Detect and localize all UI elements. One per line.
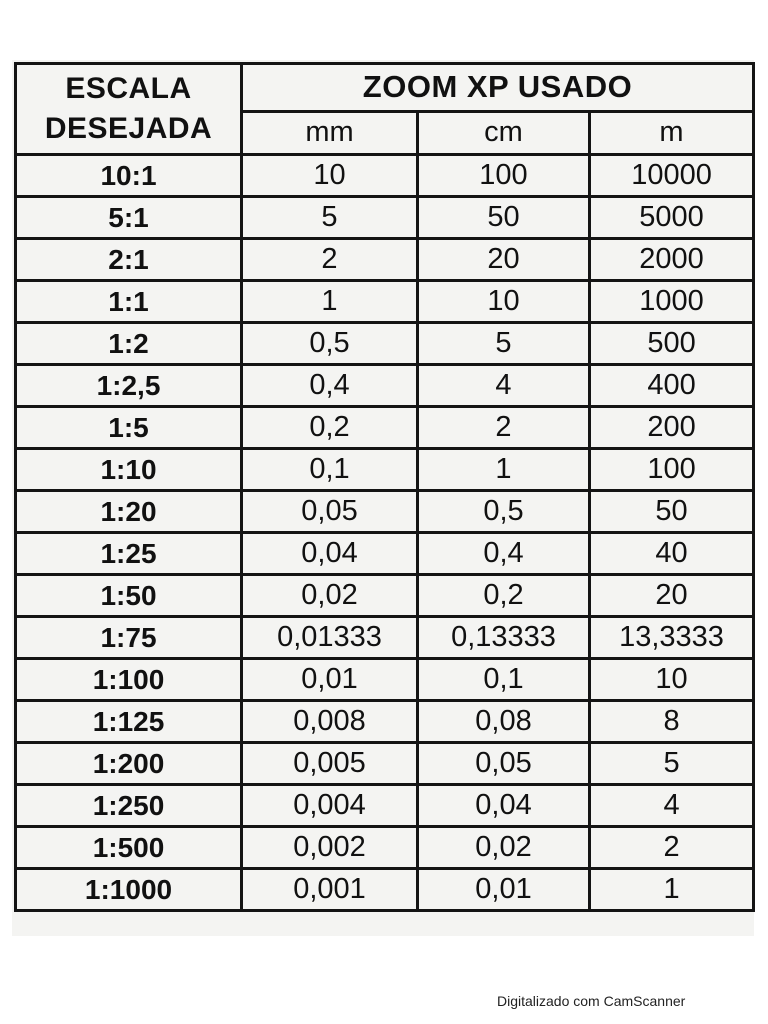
table-row: [16, 155, 754, 197]
cm-value: 100: [418, 155, 590, 197]
m-value: 200: [590, 407, 754, 449]
mm-value: 0,001: [242, 869, 418, 911]
table-row: [16, 785, 754, 827]
table-row: [16, 239, 754, 281]
scale-value: 1:20: [16, 491, 242, 533]
m-value: 5: [590, 743, 754, 785]
mm-value: 5: [242, 197, 418, 239]
mm-value: 0,5: [242, 323, 418, 365]
table-row: [16, 323, 754, 365]
scale-value: 1:2,5: [16, 365, 242, 407]
cm-value: 0,08: [418, 701, 590, 743]
scale-value: 1:500: [16, 827, 242, 869]
mm-value: 1: [242, 281, 418, 323]
mm-value: 0,005: [242, 743, 418, 785]
scale-value: 1:50: [16, 575, 242, 617]
m-value: 8: [590, 701, 754, 743]
m-value: 10: [590, 659, 754, 701]
m-value: 2000: [590, 239, 754, 281]
mm-value: 2: [242, 239, 418, 281]
cm-value: 10: [418, 281, 590, 323]
cm-value: 50: [418, 197, 590, 239]
scale-value: 1:1000: [16, 869, 242, 911]
zoom-column-header: ZOOM XP USADO: [242, 64, 754, 112]
table-row: [16, 533, 754, 575]
m-value: 1000: [590, 281, 754, 323]
scale-value: 5:1: [16, 197, 242, 239]
table-row: [16, 281, 754, 323]
scale-value: 1:100: [16, 659, 242, 701]
table-row: [16, 869, 754, 911]
unit-header-m: m: [590, 111, 754, 154]
table-row: [16, 575, 754, 617]
scale-value: 1:5: [16, 407, 242, 449]
mm-value: 0,008: [242, 701, 418, 743]
scale-value: 1:10: [16, 449, 242, 491]
scale-value: 1:25: [16, 533, 242, 575]
cm-value: 0,13333: [418, 617, 590, 659]
table-row: [16, 827, 754, 869]
mm-value: 0,02: [242, 575, 418, 617]
scale-value: 1:75: [16, 617, 242, 659]
table-row: [16, 407, 754, 449]
m-value: 500: [590, 323, 754, 365]
table-row: [16, 197, 754, 239]
unit-header-mm: mm: [242, 111, 418, 154]
m-value: 10000: [590, 155, 754, 197]
table-body: [16, 155, 754, 911]
table-row: [16, 365, 754, 407]
scale-header-line-1: ESCALA: [65, 72, 192, 105]
table-row: [16, 449, 754, 491]
camscanner-watermark: Digitalizado com CamScanner: [497, 993, 686, 1009]
scale-conversion-table: [14, 62, 755, 912]
m-value: 100: [590, 449, 754, 491]
table-row: [16, 701, 754, 743]
cm-value: 4: [418, 365, 590, 407]
cm-value: 0,02: [418, 827, 590, 869]
mm-value: 0,2: [242, 407, 418, 449]
scale-value: 1:1: [16, 281, 242, 323]
m-value: 2: [590, 827, 754, 869]
scale-value: 1:2: [16, 323, 242, 365]
cm-value: 1: [418, 449, 590, 491]
m-value: 40: [590, 533, 754, 575]
table-row: [16, 617, 754, 659]
m-value: 5000: [590, 197, 754, 239]
table-row: [16, 491, 754, 533]
mm-value: 0,04: [242, 533, 418, 575]
cm-value: 0,1: [418, 659, 590, 701]
cm-value: 0,05: [418, 743, 590, 785]
cm-value: 5: [418, 323, 590, 365]
scale-column-header: [16, 64, 242, 155]
scale-header-line-2: DESEJADA: [44, 112, 213, 145]
scale-value: 2:1: [16, 239, 242, 281]
mm-value: 0,01: [242, 659, 418, 701]
m-value: 13,3333: [590, 617, 754, 659]
cm-value: 0,4: [418, 533, 590, 575]
table-row: [16, 743, 754, 785]
table-row: [16, 659, 754, 701]
mm-value: 0,002: [242, 827, 418, 869]
m-value: 20: [590, 575, 754, 617]
table-header-row: [16, 64, 754, 112]
cm-value: 0,5: [418, 491, 590, 533]
cm-value: 0,2: [418, 575, 590, 617]
scale-value: 1:250: [16, 785, 242, 827]
mm-value: 0,004: [242, 785, 418, 827]
scale-value: 10:1: [16, 155, 242, 197]
m-value: 50: [590, 491, 754, 533]
mm-value: 0,1: [242, 449, 418, 491]
m-value: 1: [590, 869, 754, 911]
m-value: 400: [590, 365, 754, 407]
cm-value: 20: [418, 239, 590, 281]
scale-value: 1:200: [16, 743, 242, 785]
unit-header-cm: cm: [418, 111, 590, 154]
scale-value: 1:125: [16, 701, 242, 743]
cm-value: 0,01: [418, 869, 590, 911]
cm-value: 0,04: [418, 785, 590, 827]
mm-value: 0,01333: [242, 617, 418, 659]
mm-value: 0,4: [242, 365, 418, 407]
cm-value: 2: [418, 407, 590, 449]
m-value: 4: [590, 785, 754, 827]
mm-value: 10: [242, 155, 418, 197]
mm-value: 0,05: [242, 491, 418, 533]
